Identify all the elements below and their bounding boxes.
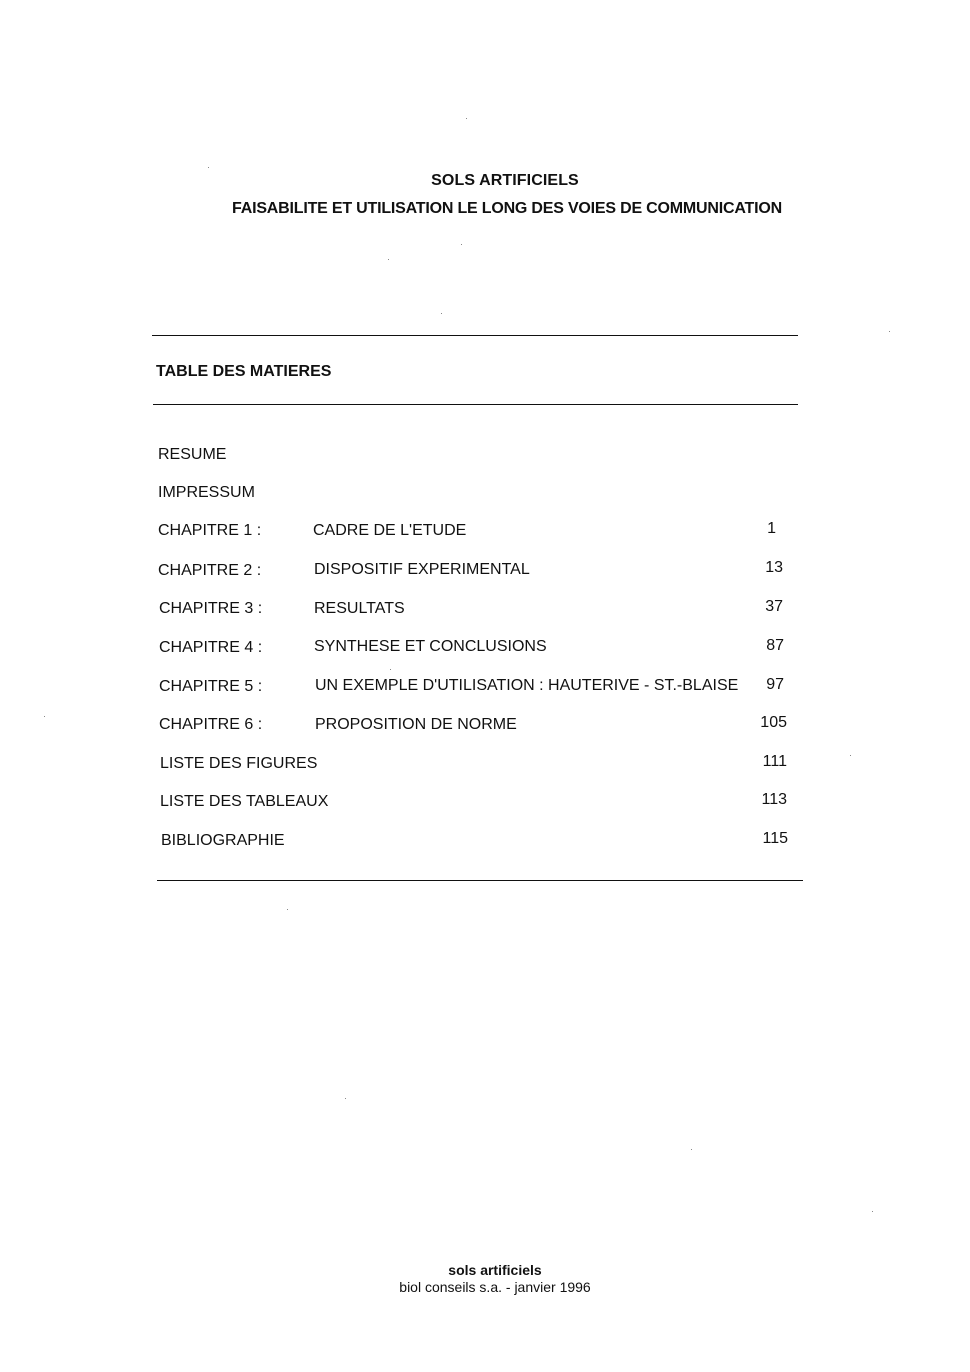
scan-speck	[388, 259, 389, 260]
toc-heading: TABLE DES MATIERES	[156, 363, 332, 380]
scan-speck	[889, 331, 890, 332]
scan-speck	[44, 716, 45, 717]
toc-entry-bibliography-page: 115	[762, 830, 788, 847]
scan-speck	[691, 1149, 692, 1150]
divider-bottom	[157, 880, 803, 881]
page-footer	[0, 1262, 970, 1296]
scan-speck	[208, 167, 209, 168]
scan-speck	[461, 244, 462, 245]
scan-speck	[390, 669, 391, 670]
toc-entry-chapter-4-label: CHAPITRE 4 :	[159, 639, 263, 656]
document-title: SOLS ARTIFICIELS	[431, 172, 579, 189]
toc-entry-chapter-2-title: DISPOSITIF EXPERIMENTAL	[314, 561, 530, 578]
divider-middle	[153, 404, 798, 405]
toc-entry-chapter-3-page: 37	[765, 598, 783, 615]
toc-entry-chapter-1-page: 1	[767, 520, 776, 537]
toc-entry-tables-label: LISTE DES TABLEAUX	[160, 793, 329, 810]
scan-speck	[850, 755, 851, 756]
toc-entry-chapter-2-label: CHAPITRE 2 :	[158, 562, 262, 579]
document-subtitle: FAISABILITE ET UTILISATION LE LONG DES VOIES DE COMMUNICATION	[232, 200, 782, 217]
toc-entry-bibliography-label: BIBLIOGRAPHIE	[161, 832, 285, 849]
toc-entry-figures-page: 111	[762, 753, 787, 770]
scan-speck	[287, 909, 288, 910]
toc-entry-chapter-5-page: 97	[766, 676, 784, 693]
toc-entry-chapter-6-label: CHAPITRE 6 :	[159, 716, 263, 733]
toc-entry-figures-label: LISTE DES FIGURES	[160, 755, 318, 772]
toc-entry-chapter-1-title: CADRE DE L'ETUDE	[313, 522, 467, 539]
toc-entry-chapter-3-label: CHAPITRE 3 :	[159, 600, 263, 617]
toc-entry-chapter-5-title: UN EXEMPLE D'UTILISATION : HAUTERIVE - ST.-BLAISE	[315, 677, 739, 694]
scan-speck	[872, 1211, 873, 1212]
toc-entry-chapter-4-title: SYNTHESE ET CONCLUSIONS	[314, 638, 547, 655]
scan-speck	[441, 313, 442, 314]
toc-entry-chapter-6-title: PROPOSITION DE NORME	[315, 716, 517, 733]
toc-entry-impressum-label: IMPRESSUM	[158, 484, 255, 501]
toc-entry-chapter-4-page: 87	[766, 637, 784, 654]
footer-subtitle: biol conseils s.a. - janvier 1996	[399, 1279, 591, 1295]
toc-entry-chapter-2-page: 13	[765, 559, 783, 576]
toc-entry-chapter-5-label: CHAPITRE 5 :	[159, 678, 263, 695]
scan-speck	[466, 118, 467, 119]
toc-entry-chapter-1-label: CHAPITRE 1 :	[158, 522, 262, 539]
divider-top	[152, 335, 798, 336]
toc-entry-chapter-6-page: 105	[760, 714, 787, 731]
toc-entry-chapter-3-title: RESULTATS	[314, 600, 405, 617]
toc-entry-tables-page: 113	[761, 791, 787, 808]
footer-title: sols artificiels	[448, 1262, 542, 1278]
scan-speck	[345, 1098, 346, 1099]
toc-entry-resume-label: RESUME	[158, 446, 227, 463]
